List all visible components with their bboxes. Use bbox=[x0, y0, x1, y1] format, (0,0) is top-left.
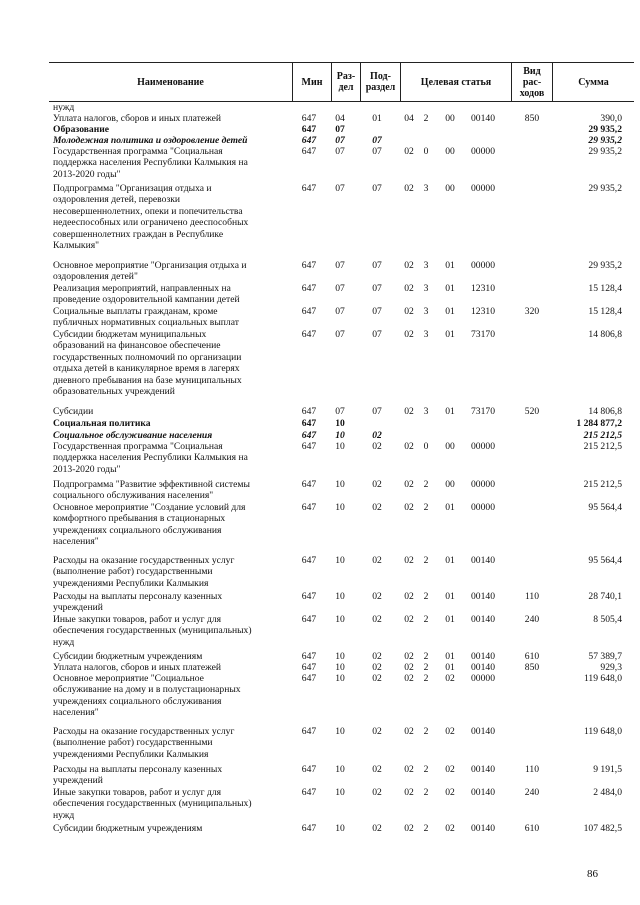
row-podrazdel: 02 bbox=[372, 591, 382, 602]
row-name: Расходы на оказание государственных услуг (выполнение работ) государственными учреждениями Республики Калмыкия bbox=[53, 555, 235, 589]
row-target-1: 02 bbox=[404, 787, 414, 798]
row-sum: 215 212,5 bbox=[583, 441, 622, 452]
row-min: 647 bbox=[301, 662, 317, 673]
row-min: 647 bbox=[301, 591, 317, 602]
row-target-3: 00 bbox=[445, 146, 455, 157]
row-target-3: 01 bbox=[445, 555, 455, 566]
row-name: Социальная политика bbox=[53, 418, 151, 429]
row-sum: 28 740,1 bbox=[588, 591, 622, 602]
row-sum: 2 484,0 bbox=[593, 787, 622, 798]
row-name: Основное мероприятие "Социальное обслуживание на дому и в полустационарных учреждениях социального обслуживания населения" bbox=[53, 673, 241, 719]
row-razdel: 10 bbox=[335, 787, 345, 798]
row-sum: 15 128,4 bbox=[588, 306, 622, 317]
row-target-1: 02 bbox=[404, 183, 414, 194]
row-target-1: 02 bbox=[404, 406, 414, 417]
row-razdel: 10 bbox=[335, 823, 345, 834]
row-target-3: 00 bbox=[445, 441, 455, 452]
row-podrazdel: 02 bbox=[372, 673, 382, 684]
row-target-2: 3 bbox=[423, 406, 429, 417]
row-podrazdel: 02 bbox=[372, 726, 382, 737]
row-target-4: 12310 bbox=[471, 306, 495, 317]
row-target-2: 2 bbox=[423, 673, 429, 684]
row-vid: 850 bbox=[524, 113, 540, 124]
row-target-4: 00000 bbox=[471, 479, 495, 490]
row-target-1: 02 bbox=[404, 260, 414, 271]
row-podrazdel: 07 bbox=[372, 406, 382, 417]
row-target-3: 01 bbox=[445, 406, 455, 417]
row-razdel: 07 bbox=[335, 146, 345, 157]
row-sum: 29 935,2 bbox=[588, 260, 622, 271]
row-name: Основное мероприятие "Создание условий для комфортного пребывания в стационарных учреждениях социального обслуживания населения" bbox=[53, 502, 246, 548]
row-min: 647 bbox=[301, 651, 317, 662]
row-razdel: 07 bbox=[335, 183, 345, 194]
row-target-2: 2 bbox=[423, 823, 429, 834]
row-target-1: 02 bbox=[404, 479, 414, 490]
row-min: 647 bbox=[301, 764, 317, 775]
row-min: 647 bbox=[301, 502, 317, 513]
row-name: Уплата налогов, сборов и иных платежей bbox=[53, 113, 222, 124]
row-sum: 119 648,0 bbox=[583, 673, 622, 684]
row-sum: 9 191,5 bbox=[593, 764, 622, 775]
row-min: 647 bbox=[301, 614, 317, 625]
row-target-1: 02 bbox=[404, 726, 414, 737]
row-target-3: 01 bbox=[445, 614, 455, 625]
row-razdel: 10 bbox=[335, 726, 345, 737]
row-target-4: 73170 bbox=[471, 329, 495, 340]
row-sum: 15 128,4 bbox=[588, 283, 622, 294]
row-razdel: 10 bbox=[335, 651, 345, 662]
row-target-2: 3 bbox=[423, 283, 429, 294]
row-target-2: 0 bbox=[423, 441, 429, 452]
row-target-3: 00 bbox=[445, 113, 455, 124]
row-razdel: 10 bbox=[335, 614, 345, 625]
row-razdel: 10 bbox=[335, 441, 345, 452]
row-vid: 520 bbox=[524, 406, 540, 417]
row-target-4: 00140 bbox=[471, 787, 495, 798]
row-min: 647 bbox=[301, 555, 317, 566]
row-podrazdel: 07 bbox=[372, 260, 382, 271]
row-min: 647 bbox=[301, 406, 317, 417]
row-target-1: 02 bbox=[404, 555, 414, 566]
row-min: 647 bbox=[301, 823, 317, 834]
row-target-1: 02 bbox=[404, 441, 414, 452]
row-target-3: 01 bbox=[445, 306, 455, 317]
row-sum: 29 935,2 bbox=[588, 146, 622, 157]
row-sum: 29 935,2 bbox=[588, 135, 622, 146]
row-target-2: 2 bbox=[423, 787, 429, 798]
row-target-3: 02 bbox=[445, 673, 455, 684]
row-target-3: 01 bbox=[445, 662, 455, 673]
row-podrazdel: 02 bbox=[372, 441, 382, 452]
row-razdel: 07 bbox=[335, 260, 345, 271]
row-target-4: 00000 bbox=[471, 183, 495, 194]
page-number: 86 bbox=[587, 868, 598, 880]
table-header bbox=[49, 62, 634, 102]
row-target-2: 2 bbox=[423, 651, 429, 662]
row-podrazdel: 02 bbox=[372, 430, 382, 441]
row-name: Реализация мероприятий, направленных на проведение оздоровительной кампании детей bbox=[53, 283, 240, 306]
row-target-2: 3 bbox=[423, 260, 429, 271]
row-name: Образование bbox=[53, 124, 110, 135]
row-name: Основное мероприятие "Организация отдыха и оздоровления детей" bbox=[53, 260, 247, 283]
row-target-4: 00000 bbox=[471, 673, 495, 684]
row-sum: 8 505,4 bbox=[593, 614, 622, 625]
row-podrazdel: 02 bbox=[372, 787, 382, 798]
row-target-1: 02 bbox=[404, 146, 414, 157]
row-name: Расходы на выплаты персоналу казенных учреждений bbox=[53, 764, 223, 787]
row-target-3: 01 bbox=[445, 651, 455, 662]
row-name: Расходы на выплаты персоналу казенных учреждений bbox=[53, 591, 223, 614]
row-sum: 107 482,5 bbox=[583, 823, 622, 834]
row-target-1: 02 bbox=[404, 283, 414, 294]
row-name: Уплата налогов, сборов и иных платежей bbox=[53, 662, 222, 673]
row-target-2: 2 bbox=[423, 479, 429, 490]
row-min: 647 bbox=[301, 113, 317, 124]
row-min: 647 bbox=[301, 673, 317, 684]
row-target-3: 01 bbox=[445, 591, 455, 602]
row-vid: 610 bbox=[524, 651, 540, 662]
row-target-1: 04 bbox=[404, 113, 414, 124]
row-sum: 95 564,4 bbox=[588, 502, 622, 513]
row-target-4: 00000 bbox=[471, 502, 495, 513]
row-vid: 320 bbox=[524, 306, 540, 317]
row-sum: 215 212,5 bbox=[583, 430, 622, 441]
row-min: 647 bbox=[301, 441, 317, 452]
row-target-4: 73170 bbox=[471, 406, 495, 417]
row-target-3: 02 bbox=[445, 823, 455, 834]
row-podrazdel: 02 bbox=[372, 479, 382, 490]
row-name: Подпрограмма "Развитие эффективной системы социального обслуживания населения" bbox=[53, 479, 250, 502]
row-target-3: 00 bbox=[445, 183, 455, 194]
row-target-4: 00140 bbox=[471, 823, 495, 834]
row-target-3: 01 bbox=[445, 283, 455, 294]
row-vid: 610 bbox=[524, 823, 540, 834]
row-target-2: 2 bbox=[423, 555, 429, 566]
row-razdel: 07 bbox=[335, 124, 345, 135]
row-target-1: 02 bbox=[404, 651, 414, 662]
row-name: Субсидии бюджетным учреждениям bbox=[53, 651, 203, 662]
row-target-4: 00140 bbox=[471, 555, 495, 566]
row-vid: 240 bbox=[524, 787, 540, 798]
row-sum: 215 212,5 bbox=[583, 479, 622, 490]
row-razdel: 10 bbox=[335, 764, 345, 775]
row-name: Субсидии bbox=[53, 406, 94, 417]
row-podrazdel: 07 bbox=[372, 306, 382, 317]
row-sum: 29 935,2 bbox=[588, 124, 622, 135]
row-target-2: 3 bbox=[423, 329, 429, 340]
row-target-1: 02 bbox=[404, 329, 414, 340]
row-sum: 390,0 bbox=[600, 113, 622, 124]
row-target-4: 00140 bbox=[471, 591, 495, 602]
row-target-1: 02 bbox=[404, 306, 414, 317]
row-min: 647 bbox=[301, 430, 317, 441]
row-min: 647 bbox=[301, 183, 317, 194]
row-target-3: 01 bbox=[445, 502, 455, 513]
row-target-3: 01 bbox=[445, 329, 455, 340]
row-podrazdel: 02 bbox=[372, 764, 382, 775]
row-min: 647 bbox=[301, 260, 317, 271]
row-target-1: 02 bbox=[404, 823, 414, 834]
row-target-2: 2 bbox=[423, 502, 429, 513]
row-sum: 14 806,8 bbox=[588, 329, 622, 340]
row-min: 647 bbox=[301, 787, 317, 798]
header-min: Мин bbox=[301, 76, 323, 88]
row-podrazdel: 02 bbox=[372, 662, 382, 673]
row-min: 647 bbox=[301, 418, 317, 429]
row-podrazdel: 07 bbox=[372, 183, 382, 194]
row-sum: 57 389,7 bbox=[588, 651, 622, 662]
row-name: нужд bbox=[53, 102, 75, 113]
row-podrazdel: 02 bbox=[372, 651, 382, 662]
row-sum: 29 935,2 bbox=[588, 183, 622, 194]
row-razdel: 10 bbox=[335, 662, 345, 673]
row-target-2: 2 bbox=[423, 591, 429, 602]
row-min: 647 bbox=[301, 306, 317, 317]
row-name: Иные закупки товаров, работ и услуг для обеспечения государственных (муниципальных) нужд bbox=[53, 614, 252, 648]
row-sum: 95 564,4 bbox=[588, 555, 622, 566]
row-target-4: 00000 bbox=[471, 146, 495, 157]
row-target-2: 2 bbox=[423, 764, 429, 775]
row-sum: 1 284 877,2 bbox=[576, 418, 622, 429]
row-target-2: 2 bbox=[423, 614, 429, 625]
row-name: Иные закупки товаров, работ и услуг для обеспечения государственных (муниципальных) нужд bbox=[53, 787, 252, 821]
row-name: Социальное обслуживание населения bbox=[53, 430, 213, 441]
row-name: Социальные выплаты гражданам, кроме публичных нормативных социальных выплат bbox=[53, 306, 239, 329]
row-vid: 850 bbox=[524, 662, 540, 673]
row-sum: 119 648,0 bbox=[583, 726, 622, 737]
row-razdel: 10 bbox=[335, 555, 345, 566]
header-vid: Вид рас- ходов bbox=[519, 65, 545, 99]
row-razdel: 07 bbox=[335, 329, 345, 340]
row-vid: 110 bbox=[524, 591, 540, 602]
row-razdel: 10 bbox=[335, 479, 345, 490]
row-target-2: 3 bbox=[423, 306, 429, 317]
row-podrazdel: 02 bbox=[372, 502, 382, 513]
row-target-2: 2 bbox=[423, 662, 429, 673]
header-target: Целевая статья bbox=[420, 76, 492, 88]
row-min: 647 bbox=[301, 479, 317, 490]
row-razdel: 04 bbox=[335, 113, 345, 124]
row-target-2: 2 bbox=[423, 113, 429, 124]
row-razdel: 07 bbox=[335, 306, 345, 317]
row-name: Подпрограмма "Организация отдыха и оздоровления детей, перевозки несовершеннолетних, опеки и попечительства недееспособных или ограничено дееспособных совершеннолетних граждан в Республике Калмыкия" bbox=[53, 183, 249, 252]
row-min: 647 bbox=[301, 726, 317, 737]
row-name: Молодежная политика и оздоровление детей bbox=[53, 135, 248, 146]
row-min: 647 bbox=[301, 329, 317, 340]
header-podrazdel: Под- раздел bbox=[365, 71, 396, 93]
row-name: Субсидии бюджетным учреждениям bbox=[53, 823, 203, 834]
row-target-4: 00140 bbox=[471, 662, 495, 673]
row-razdel: 10 bbox=[335, 591, 345, 602]
row-target-3: 02 bbox=[445, 787, 455, 798]
row-target-4: 00140 bbox=[471, 113, 495, 124]
row-name: Государственная программа "Социальная поддержка населения Республики Калмыкия на 2013-2020 годы" bbox=[53, 146, 248, 180]
row-razdel: 07 bbox=[335, 406, 345, 417]
row-razdel: 10 bbox=[335, 502, 345, 513]
row-target-4: 00140 bbox=[471, 614, 495, 625]
row-name: Субсидии бюджетам муниципальных образований на финансовое обеспечение государственных полномочий по организации отдыха детей в каникулярное время в лагерях дневного пребывания на базе муниципальных образовательных учреждений bbox=[53, 329, 242, 398]
row-target-1: 02 bbox=[404, 764, 414, 775]
row-razdel: 10 bbox=[335, 673, 345, 684]
row-target-2: 3 bbox=[423, 183, 429, 194]
row-sum: 929,3 bbox=[600, 662, 622, 673]
row-target-3: 02 bbox=[445, 764, 455, 775]
row-target-3: 02 bbox=[445, 726, 455, 737]
row-target-1: 02 bbox=[404, 502, 414, 513]
row-target-3: 00 bbox=[445, 479, 455, 490]
row-razdel: 10 bbox=[335, 430, 345, 441]
header-name: Наименование bbox=[137, 76, 204, 88]
row-podrazdel: 02 bbox=[372, 555, 382, 566]
row-razdel: 07 bbox=[335, 283, 345, 294]
row-vid: 240 bbox=[524, 614, 540, 625]
row-target-2: 0 bbox=[423, 146, 429, 157]
row-target-2: 2 bbox=[423, 726, 429, 737]
row-razdel: 10 bbox=[335, 418, 345, 429]
row-target-4: 12310 bbox=[471, 283, 495, 294]
row-podrazdel: 07 bbox=[372, 329, 382, 340]
row-podrazdel: 02 bbox=[372, 614, 382, 625]
row-min: 647 bbox=[301, 146, 317, 157]
header-sum: Сумма bbox=[578, 76, 609, 88]
row-name: Расходы на оказание государственных услуг (выполнение работ) государственными учреждениями Республики Калмыкия bbox=[53, 726, 235, 760]
row-podrazdel: 07 bbox=[372, 135, 382, 146]
row-vid: 110 bbox=[524, 764, 540, 775]
row-target-3: 01 bbox=[445, 260, 455, 271]
row-target-1: 02 bbox=[404, 614, 414, 625]
row-target-1: 02 bbox=[404, 591, 414, 602]
row-podrazdel: 02 bbox=[372, 823, 382, 834]
row-target-4: 00140 bbox=[471, 764, 495, 775]
row-target-4: 00140 bbox=[471, 726, 495, 737]
row-min: 647 bbox=[301, 124, 317, 135]
row-min: 647 bbox=[301, 283, 317, 294]
header-razdel: Раз- дел bbox=[336, 71, 356, 93]
row-name: Государственная программа "Социальная поддержка населения Республики Калмыкия на 2013-2020 годы" bbox=[53, 441, 248, 475]
row-sum: 14 806,8 bbox=[588, 406, 622, 417]
row-podrazdel: 07 bbox=[372, 146, 382, 157]
row-min: 647 bbox=[301, 135, 317, 146]
row-target-4: 00000 bbox=[471, 441, 495, 452]
row-podrazdel: 07 bbox=[372, 283, 382, 294]
row-target-4: 00140 bbox=[471, 651, 495, 662]
row-target-4: 00000 bbox=[471, 260, 495, 271]
row-razdel: 07 bbox=[335, 135, 345, 146]
row-target-1: 02 bbox=[404, 662, 414, 673]
row-target-1: 02 bbox=[404, 673, 414, 684]
row-podrazdel: 01 bbox=[372, 113, 382, 124]
